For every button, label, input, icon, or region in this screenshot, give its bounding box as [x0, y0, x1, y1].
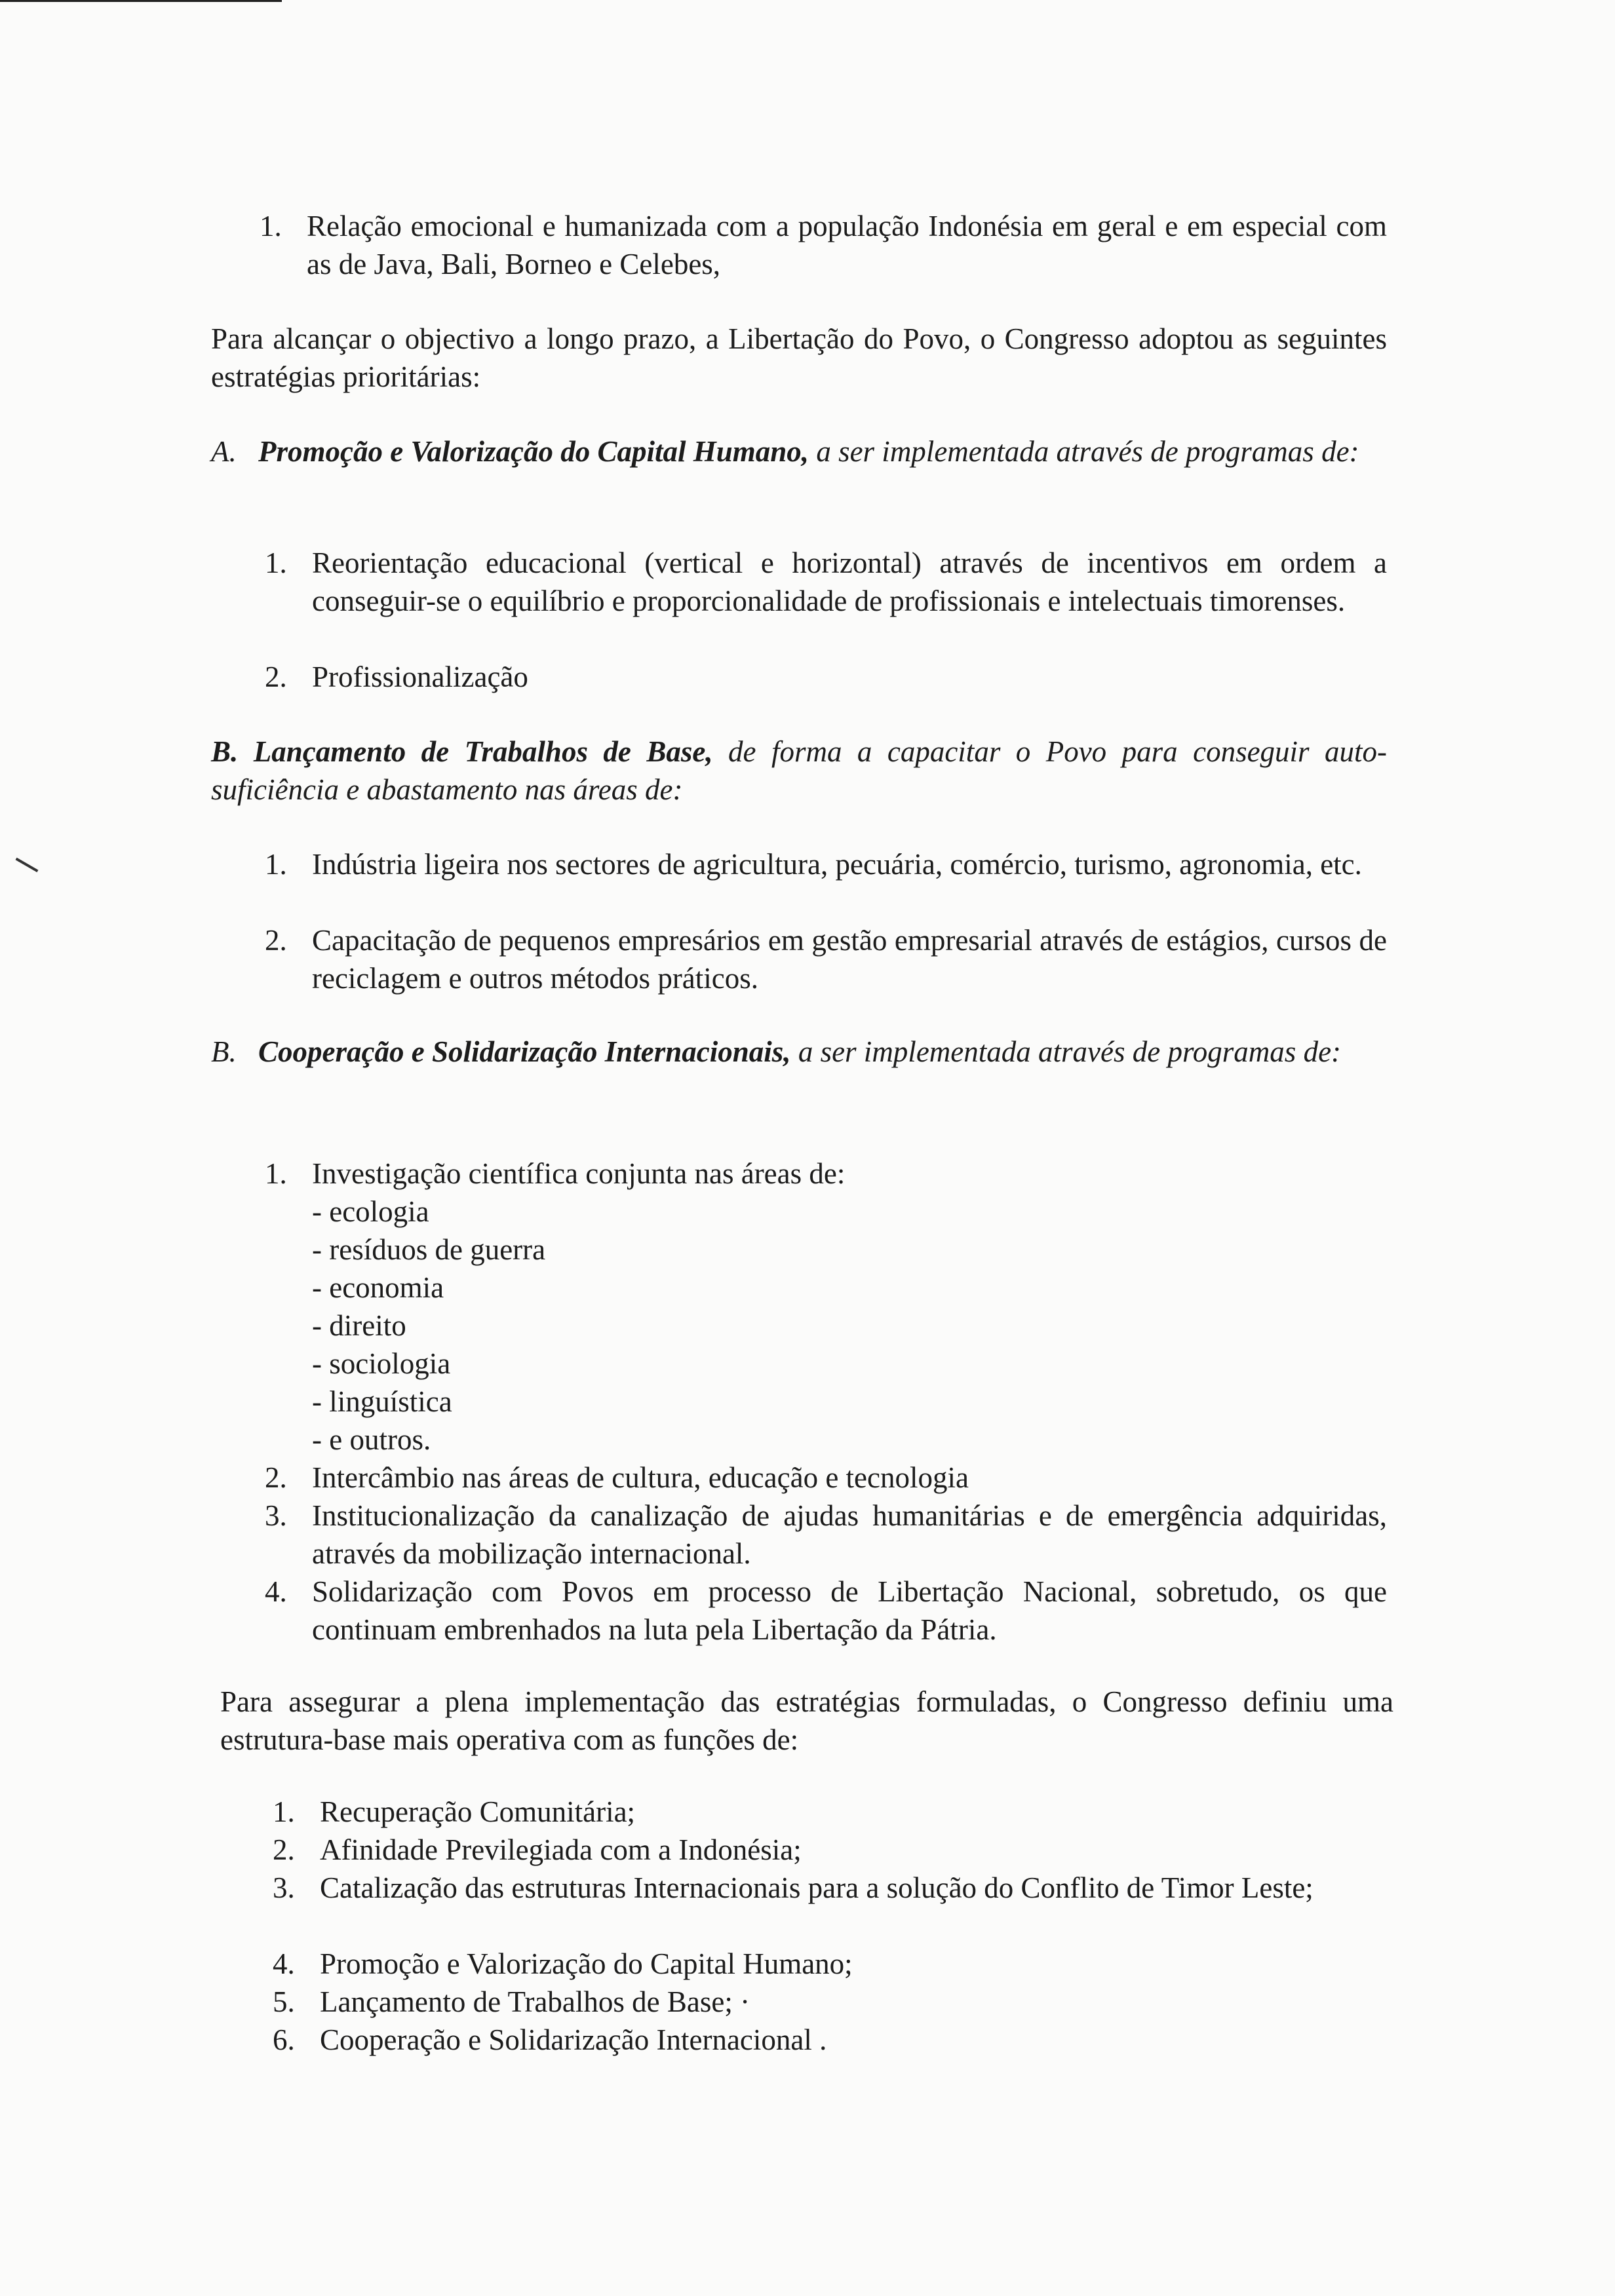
section-b-item-1: [265, 845, 1387, 883]
function-item-1: [273, 1793, 1395, 1831]
section-a-heading: [211, 432, 1387, 470]
list-number: 3.: [273, 1871, 295, 1904]
list-item-text: Cooperação e Solidarização Internacional .: [320, 2023, 827, 2056]
section-letter: B.: [211, 1035, 237, 1068]
sub-item: - direito: [312, 1309, 406, 1342]
sub-item: - resíduos de guerra: [312, 1233, 546, 1266]
list-number: 1.: [265, 848, 287, 881]
list-item-text: Institucionalização da canalização de ajudas humanitárias e de emergência adquiridas, através da mobilização internacional.: [312, 1499, 1387, 1570]
function-item-6: [273, 2021, 1395, 2059]
list-number: 4.: [273, 1947, 295, 1980]
sub-item: - linguística: [312, 1385, 452, 1418]
section-a-item-2: [265, 658, 1387, 696]
list-item-text: Capacitação de pequenos empresários em gestão empresarial através de estágios, cursos de reciclagem e outros métodos práticos.: [312, 924, 1387, 995]
section-rest: a ser implementada através de programas de:: [816, 435, 1359, 468]
intro-item: [260, 207, 1387, 283]
list-number: 1.: [265, 1157, 287, 1190]
list-item-text: Indústria ligeira nos sectores de agricultura, pecuária, comércio, turismo, agronomia, etc.: [312, 848, 1362, 881]
list-item-text: Promoção e Valorização do Capital Humano;: [320, 1947, 853, 1980]
list-item-text: Reorientação educacional (vertical e horizontal) através de incentivos em ordem a conseguir-se o equilíbrio e proporcionalidade de profissionais e intelectuais timorenses.: [312, 546, 1387, 617]
section-letter: A.: [211, 435, 237, 468]
sub-item: - economia: [312, 1271, 444, 1304]
section-rest: de forma a capacitar o Povo para conseguir auto- suficiência e abastamento nas áreas de:: [211, 735, 1388, 806]
section-letter: B.: [211, 735, 239, 768]
section-a-item-1: [265, 544, 1387, 620]
section-title: Cooperação e Solidarização Internacionais,: [258, 1035, 791, 1068]
list-item-text: Recuperação Comunitária;: [320, 1795, 636, 1828]
function-item-5: [273, 1983, 1395, 2021]
list-number: 1.: [273, 1795, 295, 1828]
sub-item: - sociologia: [312, 1347, 451, 1380]
list-number: 2.: [273, 1833, 295, 1866]
scan-speck: [16, 858, 39, 872]
list-number: 3.: [265, 1499, 287, 1532]
list-item-text: Lançamento de Trabalhos de Base; ·: [320, 1985, 750, 2018]
list-number: 1.: [260, 210, 282, 242]
function-item-2: [273, 1831, 1395, 1869]
list-number: 1.: [265, 546, 287, 579]
list-number: 2.: [265, 924, 287, 957]
list-item-text: Profissionalização: [312, 660, 528, 693]
list-number: 6.: [273, 2023, 295, 2056]
paragraph-strategies: Para alcançar o objectivo a longo prazo, a Libertação do Povo, o Congresso adoptou as seguintes estratégias prioritárias:: [211, 322, 1387, 393]
function-item-3: [273, 1869, 1395, 1907]
section-b-heading: [211, 733, 1387, 809]
list-item-text: Afinidade Previlegiada com a Indonésia;: [320, 1833, 802, 1866]
list-number: 2.: [265, 660, 287, 693]
list-item-text: Intercâmbio nas áreas de cultura, educação e tecnologia: [312, 1461, 969, 1494]
list-number: 2.: [265, 1461, 287, 1494]
section-title: Promoção e Valorização do Capital Humano,: [258, 435, 809, 468]
list-number: 4.: [265, 1575, 287, 1608]
list-item-text: Investigação científica conjunta nas áreas de:: [312, 1157, 846, 1190]
section-c-item-3: [265, 1497, 1387, 1573]
section-c-item-1: [265, 1155, 1387, 1459]
sub-item: - ecologia: [312, 1195, 429, 1228]
list-number: 5.: [273, 1985, 295, 2018]
section-rest: a ser implementada através de programas de:: [798, 1035, 1342, 1068]
section-title: Lançamento de Trabalhos de Base,: [253, 735, 713, 768]
section-c-item-2: [265, 1459, 1387, 1497]
list-item-text: Solidarização com Povos em processo de Libertação Nacional, sobretudo, os que continuam embrenhados na luta pela Libertação da Pátria.: [312, 1575, 1387, 1646]
sub-item: - e outros.: [312, 1423, 431, 1456]
list-item-text: Catalização das estruturas Internacionais para a solução do Conflito de Timor Leste;: [320, 1871, 1313, 1904]
function-item-4: [273, 1945, 1395, 1983]
paragraph-structure: Para assegurar a plena implementação das estratégias formuladas, o Congresso definiu uma estrutura-base mais operativa com as funções de:: [220, 1685, 1393, 1756]
scan-edge-line: [0, 0, 282, 2]
section-c-item-4: [265, 1573, 1387, 1649]
section-b-item-2: [265, 921, 1387, 997]
section-c-heading: [211, 1033, 1387, 1071]
list-item-text: Relação emocional e humanizada com a população Indonésia em geral e em especial com as de Java, Bali, Borneo e Celebes,: [307, 210, 1387, 280]
